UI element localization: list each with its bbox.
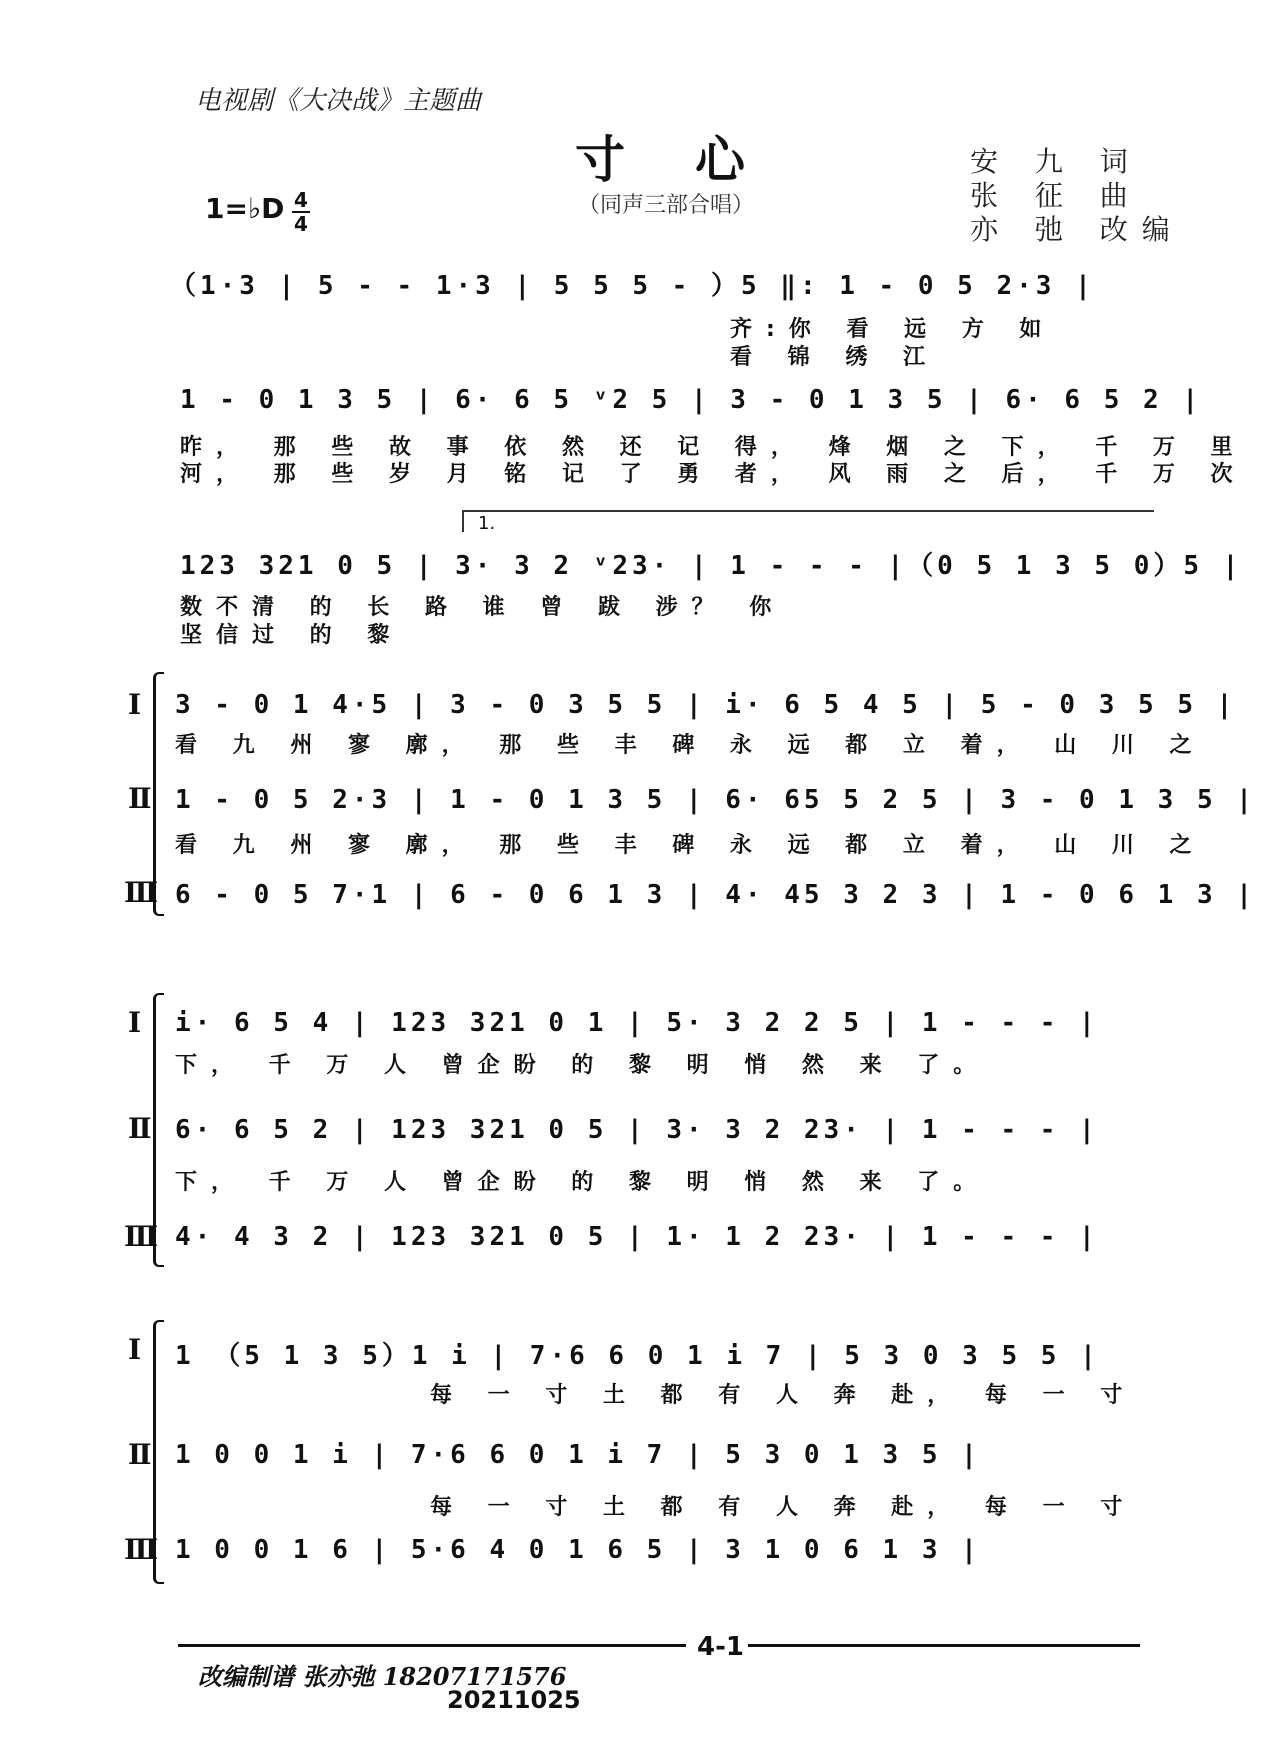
notation-line: 123 321 0 5 | 3· 3 2 ᵛ23· | 1 - - - |（0 5 1 3 5 0）5 | bbox=[180, 551, 1243, 581]
time-signature bbox=[292, 190, 310, 234]
part-label: Ⅲ bbox=[124, 1220, 159, 1253]
volta-bracket bbox=[462, 510, 1154, 532]
arranger-credit: 改编制谱 张亦弛 18207171576 bbox=[198, 1662, 567, 1691]
lyric-line: 数不清 的 长 路 谁 曾 跋 涉？ 你 bbox=[180, 595, 786, 620]
lyric-line: 下， 千 万 人 曾企盼 的 黎 明 悄 然 来 了。 bbox=[175, 1053, 990, 1078]
part-label: Ⅱ bbox=[128, 1438, 152, 1471]
page-number: 4-1 bbox=[697, 1632, 744, 1662]
notation-line: 1 - 0 1 3 5 | 6· 6 5 ᵛ2 5 | 3 - 0 1 3 5 | 6· 6 5 2 | bbox=[180, 385, 1202, 415]
key-signature: 1=♭D bbox=[205, 192, 285, 225]
part-label: Ⅰ bbox=[128, 688, 142, 721]
part-label: Ⅱ bbox=[128, 1112, 152, 1145]
subtitle: 电视剧《大决战》主题曲 bbox=[195, 86, 482, 116]
lyric-line: 坚信过 的 黎 bbox=[180, 623, 404, 648]
lyric-line: 看 九 州 寥 廓， 那 些 丰 碑 永 远 都 立 着， 山 川 之 bbox=[175, 833, 1206, 858]
footer-rule-right bbox=[748, 1644, 1140, 1647]
part-label: Ⅲ bbox=[124, 876, 159, 909]
lyric-line: 看 锦 绣 江 bbox=[730, 345, 939, 370]
lyric-line: 每 一 寸 土 都 有 人 奔 赴， 每 一 寸 bbox=[430, 1383, 1137, 1408]
voicing-label: （同声三部合唱） bbox=[578, 193, 755, 218]
lyric-line: 每 一 寸 土 都 有 人 奔 赴， 每 一 寸 bbox=[430, 1495, 1137, 1520]
credit-lyricist: 安 九 词 bbox=[970, 145, 1142, 178]
meter-top: 4 bbox=[294, 188, 308, 212]
notation-line: 6· 6 5 2 | 123 321 0 5 | 3· 3 2 23· | 1 - - - | bbox=[175, 1115, 1099, 1145]
notation-line: 4· 4 3 2 | 123 321 0 5 | 1· 1 2 23· | 1 - - - | bbox=[175, 1222, 1099, 1252]
notation-line: 3 - 0 1 4·5 | 3 - 0 3 5 5 | i· 6 5 4 5 | 5 - 0 3 5 5 | bbox=[175, 690, 1237, 720]
notation-line: （1·3 | 5 - - 1·3 | 5 5 5 - ）5 ‖: 1 - 0 5 2·3 | bbox=[170, 271, 1095, 301]
lyric-line: 齐:你 看 远 方 如 bbox=[730, 317, 1056, 342]
notation-line: i· 6 5 4 | 123 321 0 1 | 5· 3 2 2 5 | 1 - - - | bbox=[175, 1008, 1099, 1038]
page-title: 寸心 bbox=[575, 131, 815, 189]
lyric-line: 下， 千 万 人 曾企盼 的 黎 明 悄 然 来 了。 bbox=[175, 1170, 990, 1195]
notation-line: 1 （5 1 3 5）1 i | 7·6 6 0 1 i 7 | 5 3 0 3 5 5 | bbox=[175, 1341, 1100, 1371]
part-label: Ⅰ bbox=[128, 1333, 142, 1366]
footer-rule-left bbox=[178, 1644, 686, 1647]
notation-line: 1 - 0 5 2·3 | 1 - 0 1 3 5 | 6· 65 5 2 5 | 3 - 0 1 3 5 | bbox=[175, 785, 1256, 815]
notation-line: 1 0 0 1 6 | 5·6 4 0 1 6 5 | 3 1 0 6 1 3 | bbox=[175, 1535, 981, 1565]
credits bbox=[970, 145, 1184, 247]
volta-number: 1. bbox=[478, 513, 496, 534]
lyric-line: 看 九 州 寥 廓， 那 些 丰 碑 永 远 都 立 着， 山 川 之 bbox=[175, 733, 1206, 758]
meter-bottom: 4 bbox=[294, 212, 308, 236]
date: 20211025 bbox=[447, 1686, 581, 1714]
notation-line: 1 0 0 1 i | 7·6 6 0 1 i 7 | 5 3 0 1 3 5 | bbox=[175, 1440, 981, 1470]
credit-arranger: 亦 弛 改编 bbox=[970, 213, 1184, 246]
credit-composer: 张 征 曲 bbox=[970, 179, 1142, 212]
part-label: Ⅱ bbox=[128, 782, 152, 815]
lyric-line: 河， 那 些 岁 月 铭 记 了 勇 者， 风 雨 之 后， 千 万 次 bbox=[180, 462, 1247, 487]
part-label: Ⅰ bbox=[128, 1006, 142, 1039]
lyric-line: 昨， 那 些 故 事 依 然 还 记 得， 烽 烟 之 下， 千 万 里 bbox=[180, 435, 1247, 460]
part-label: Ⅲ bbox=[124, 1533, 159, 1566]
notation-line: 6 - 0 5 7·1 | 6 - 0 6 1 3 | 4· 45 3 2 3 | 1 - 0 6 1 3 | bbox=[175, 880, 1256, 910]
